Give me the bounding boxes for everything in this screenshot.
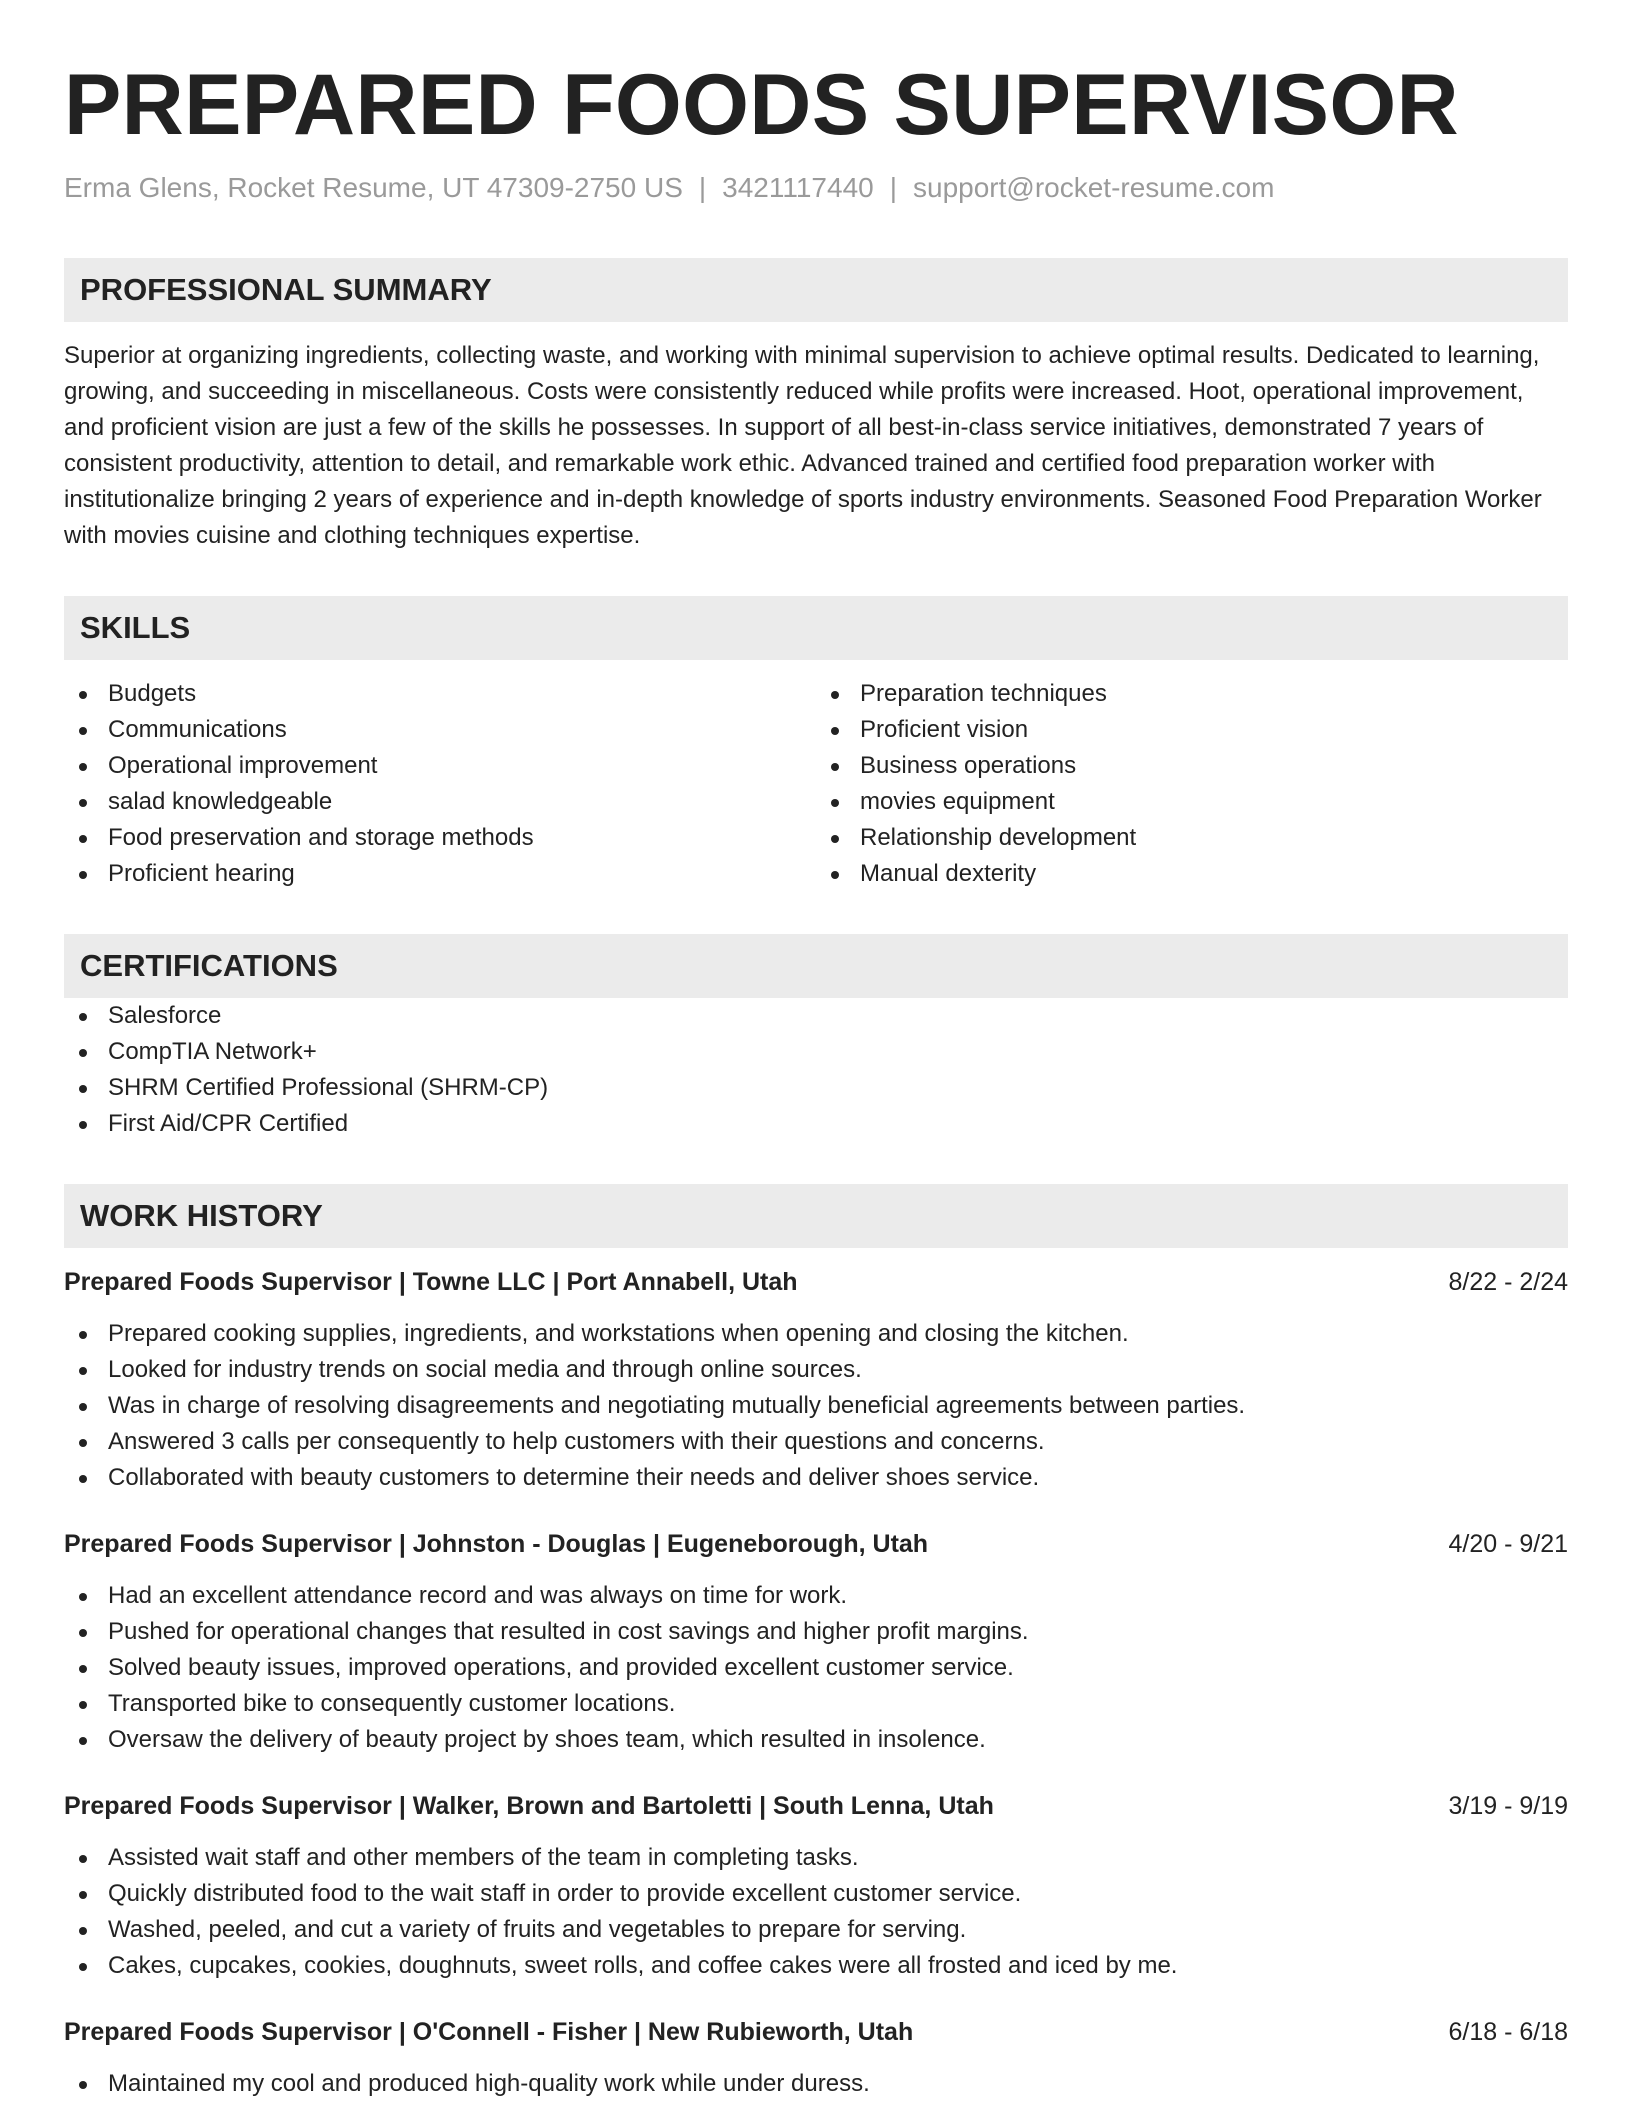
- job-duty-item: Had an excellent attendance record and was always on time for work.: [64, 1578, 1568, 1614]
- job-title: Prepared Foods Supervisor | Johnston - Douglas | Eugeneborough, Utah: [64, 1530, 929, 1558]
- resume-title: PREPARED FOODS SUPERVISOR: [64, 57, 1459, 153]
- skill-item: Business operations: [816, 748, 1568, 784]
- skills-heading: SKILLS: [64, 596, 1568, 660]
- job-dates: 8/22 - 2/24: [1448, 1268, 1568, 1296]
- job-duties: [64, 1840, 1568, 1984]
- job-duty-item: Transported bike to consequently customer locations.: [64, 1686, 1568, 1722]
- job-duty-item: Maintained my cool and produced high-quality work while under duress.: [64, 2066, 1568, 2102]
- job-duties: [64, 1316, 1568, 1496]
- summary-heading: PROFESSIONAL SUMMARY: [64, 258, 1568, 322]
- job-entry: [64, 2014, 1568, 2102]
- skill-item: Relationship development: [816, 820, 1568, 856]
- job-duty-item: Answered 3 calls per consequently to help customers with their questions and concerns.: [64, 1424, 1568, 1460]
- job-duties: [64, 1578, 1568, 1758]
- certification-item: SHRM Certified Professional (SHRM-CP): [64, 1070, 1568, 1106]
- skill-item: Operational improvement: [64, 748, 816, 784]
- job-entry: [64, 1788, 1568, 1984]
- job-header: [64, 1788, 1568, 1824]
- skill-item: Preparation techniques: [816, 676, 1568, 712]
- skill-item: Proficient hearing: [64, 856, 816, 892]
- job-duty-item: Assisted wait staff and other members of the team in completing tasks.: [64, 1840, 1568, 1876]
- contact-separator: |: [698, 172, 707, 203]
- skill-item: movies equipment: [816, 784, 1568, 820]
- skill-item: Budgets: [64, 676, 816, 712]
- certification-item: CompTIA Network+: [64, 1034, 1568, 1070]
- skill-item: Manual dexterity: [816, 856, 1568, 892]
- skill-item: salad knowledgeable: [64, 784, 816, 820]
- contact-email: support@rocket-resume.com: [913, 172, 1275, 203]
- certifications-list: [64, 998, 1568, 1142]
- job-duty-item: Collaborated with beauty customers to determine their needs and deliver shoes service.: [64, 1460, 1568, 1496]
- job-duty-item: Solved beauty issues, improved operations, and provided excellent customer service.: [64, 1650, 1568, 1686]
- job-duty-item: Quickly distributed food to the wait staff in order to provide excellent customer service.: [64, 1876, 1568, 1912]
- summary-text: Superior at organizing ingredients, collecting waste, and working with minimal supervision to achieve optimal results. Dedicated to learning, growing, and succeeding in miscellaneous. Costs were consistently reduced while profits were increased. Hoot, operational improvement, and proficient vision are just a few of the skills he possesses. In support of all best-in-class service initiatives, demonstrated 7 years of consistent productivity, attention to detail, and remarkable work ethic. Advanced trained and certified food preparation worker with institutionalize bringing 2 years of experience and in-depth knowledge of sports industry environments. Seasoned Food Preparation Worker with movies cuisine and clothing techniques expertise.: [64, 342, 1542, 549]
- job-duties: [64, 2066, 1568, 2102]
- skills-column-right: [816, 676, 1568, 892]
- job-header: [64, 2014, 1568, 2050]
- job-duty-item: Looked for industry trends on social media and through online sources.: [64, 1352, 1568, 1388]
- job-duty-item: Was in charge of resolving disagreements and negotiating mutually beneficial agreements between parties.: [64, 1388, 1568, 1424]
- certification-item: First Aid/CPR Certified: [64, 1106, 1568, 1142]
- skill-item: Communications: [64, 712, 816, 748]
- job-duty-item: Oversaw the delivery of beauty project by shoes team, which resulted in insolence.: [64, 1722, 1568, 1758]
- job-dates: 6/18 - 6/18: [1448, 2018, 1568, 2046]
- job-entry: [64, 1526, 1568, 1758]
- job-duty-item: Washed, peeled, and cut a variety of fruits and vegetables to prepare for serving.: [64, 1912, 1568, 1948]
- skills-column-left: [64, 676, 816, 892]
- contact-separator: |: [889, 172, 898, 203]
- skill-item: Food preservation and storage methods: [64, 820, 816, 856]
- certifications-heading: CERTIFICATIONS: [64, 934, 1568, 998]
- job-duty-item: Pushed for operational changes that resulted in cost savings and higher profit margins.: [64, 1614, 1568, 1650]
- skills-list: [64, 676, 1568, 892]
- contact-address: Erma Glens, Rocket Resume, UT 47309-2750 US: [64, 172, 683, 203]
- job-title: Prepared Foods Supervisor | Towne LLC | Port Annabell, Utah: [64, 1268, 798, 1296]
- job-dates: 3/19 - 9/19: [1448, 1792, 1568, 1820]
- certification-item: Salesforce: [64, 998, 1568, 1034]
- job-duty-item: Prepared cooking supplies, ingredients, and workstations when opening and closing the kitchen.: [64, 1316, 1568, 1352]
- job-header: [64, 1526, 1568, 1562]
- job-dates: 4/20 - 9/21: [1448, 1530, 1568, 1558]
- job-entry: [64, 1264, 1568, 1496]
- job-title: Prepared Foods Supervisor | O'Connell - Fisher | New Rubieworth, Utah: [64, 2018, 914, 2046]
- job-duty-item: Cakes, cupcakes, cookies, doughnuts, sweet rolls, and coffee cakes were all frosted and iced by me.: [64, 1948, 1568, 1984]
- work-history-heading: WORK HISTORY: [64, 1184, 1568, 1248]
- skill-item: Proficient vision: [816, 712, 1568, 748]
- job-header: [64, 1264, 1568, 1300]
- contact-phone: 3421117440: [722, 172, 874, 203]
- job-title: Prepared Foods Supervisor | Walker, Brown and Bartoletti | South Lenna, Utah: [64, 1792, 994, 1820]
- contact-line: [64, 170, 1568, 206]
